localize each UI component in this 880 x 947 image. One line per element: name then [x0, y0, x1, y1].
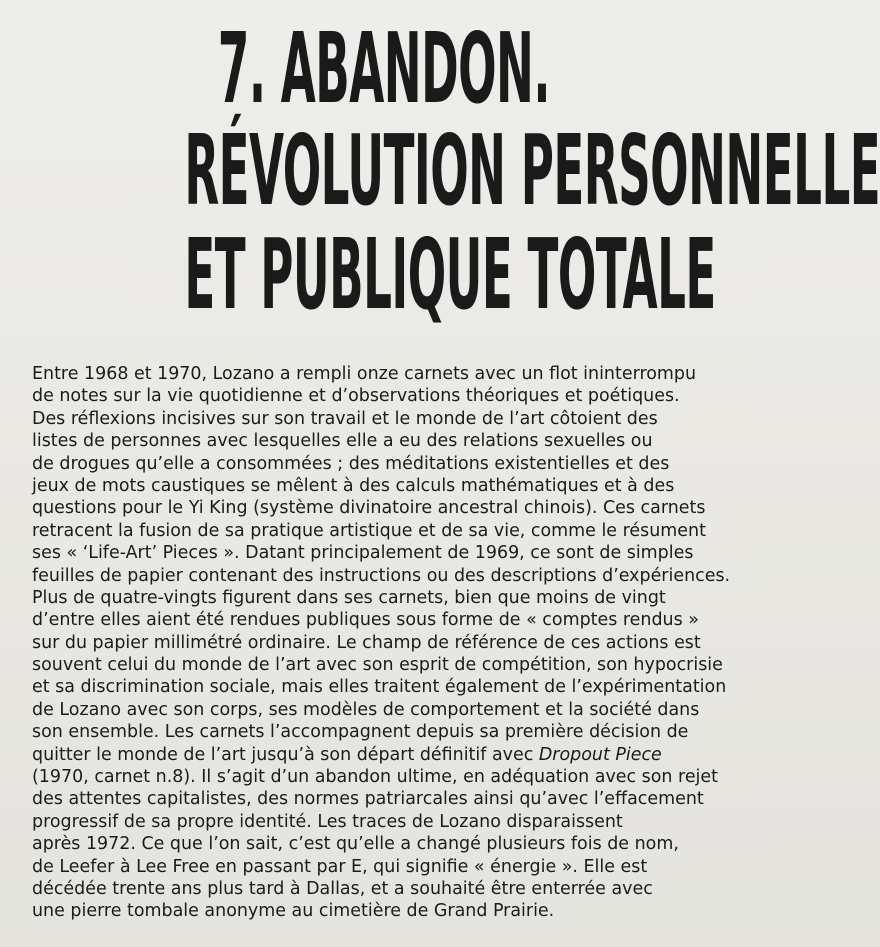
- section-title-line-1: 7. ABANDON.: [217, 11, 551, 126]
- body-line: de drogues qu’elle a consommées ; des méditations existentielles et des: [32, 453, 670, 474]
- body-line: une pierre tombale anonyme au cimetière de Grand Prairie.: [32, 901, 555, 922]
- body-line: feuilles de papier contenant des instructions ou des descriptions d’expériences.: [32, 565, 731, 586]
- body-line-with-work-title: [32, 744, 754, 766]
- body-line: de Lozano avec son corps, ses modèles de comportement et la société dans: [32, 699, 700, 720]
- body-line: et sa discrimination sociale, mais elles traitent également de l’expérimentation: [32, 677, 727, 698]
- section-title-line-3: ET PUBLIQUE TOTALE: [184, 217, 716, 332]
- body-line: retracent la fusion de sa pratique artistique et de sa vie, comme le résument: [32, 520, 706, 541]
- body-line: après 1972. Ce que l’on sait, c’est qu’elle a changé plusieurs fois de nom,: [32, 834, 679, 855]
- body-line: jeux de mots caustiques se mêlent à des calculs mathématiques et à des: [32, 475, 675, 496]
- body-line: décédée trente ans plus tard à Dallas, et a souhaité être enterrée avec: [32, 878, 653, 899]
- body-line: questions pour le Yi King (système divinatoire ancestral chinois). Ces carnets: [32, 498, 706, 519]
- body-line: progressif de sa propre identité. Les traces de Lozano disparaissent: [32, 811, 623, 832]
- body-line: Entre 1968 et 1970, Lozano a rempli onze carnets avec un flot ininterrompu: [32, 364, 697, 384]
- body-line: listes de personnes avec lesquelles elle a eu des relations sexuelles ou: [32, 431, 653, 452]
- body-line: de notes sur la vie quotidienne et d’observations théoriques et poétiques.: [32, 386, 680, 407]
- body-line: ses « ‘Life-Art’ Pieces ». Datant principalement de 1969, ce sont de simples: [32, 543, 694, 564]
- body-line: son ensemble. Les carnets l’accompagnent depuis sa première décision de: [32, 722, 689, 743]
- body-line: des attentes capitalistes, des normes patriarcales ainsi qu’avec l’effacement: [32, 789, 704, 810]
- section-title-line-2: RÉVOLUTION PERSONNELLE: [184, 113, 880, 228]
- body-line: de Leefer à Lee Free en passant par E, qui signifie « énergie ». Elle est: [32, 856, 648, 877]
- body-line: Des réflexions incisives sur son travail et le monde de l’art côtoient des: [32, 408, 658, 429]
- body-line: souvent celui du monde de l’art avec son esprit de compétition, son hypocrisie: [32, 655, 723, 676]
- body-line: sur du papier millimétré ordinaire. Le champ de référence de ces actions est: [32, 632, 701, 653]
- body-line: (1970, carnet n.8). Il s’agit d’un abandon ultime, en adéquation avec son rejet: [32, 767, 718, 788]
- body-line: Plus de quatre-vingts figurent dans ses carnets, bien que moins de vingt: [32, 587, 666, 608]
- body-paragraph: [32, 363, 756, 923]
- body-line: d’entre elles aient été rendues publiques sous forme de « comptes rendus »: [32, 610, 699, 631]
- work-title: Dropout Piece: [538, 744, 662, 765]
- body-line-text: quitter le monde de l’art jusqu’à son départ définitif avec: [32, 744, 534, 765]
